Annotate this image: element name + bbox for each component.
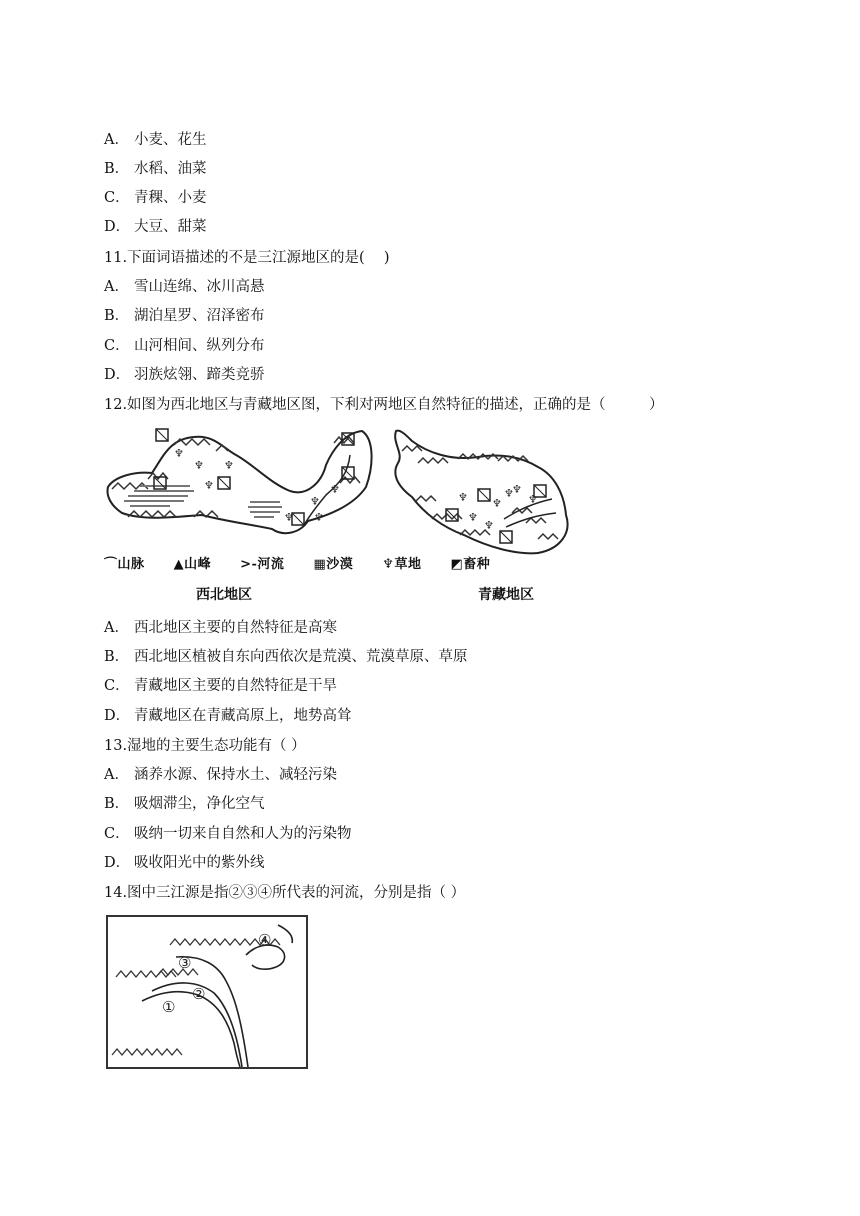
q10-option-a[interactable] xyxy=(104,130,207,150)
svg-text:♆: ♆ xyxy=(314,511,324,524)
q11-option-c[interactable] xyxy=(104,336,265,356)
svg-text:♆: ♆ xyxy=(468,511,478,524)
option-letter: B． xyxy=(104,161,130,177)
option-letter: B． xyxy=(104,796,130,812)
option-letter: A． xyxy=(104,767,129,783)
svg-text:♆: ♆ xyxy=(484,519,494,532)
q14-stem: 14.图中三江源是指②③④所代表的河流，分别是指（ ） xyxy=(104,885,466,901)
legend-mountain-range: ⌒山脉 xyxy=(104,557,145,572)
option-text: 大豆、甜菜 xyxy=(134,219,207,235)
option-text: 山河相间、纵列分布 xyxy=(134,338,265,354)
map-legend xyxy=(104,553,514,572)
svg-text:♆: ♆ xyxy=(492,497,502,510)
option-letter: C． xyxy=(104,678,130,694)
option-text: 吸收阳光中的紫外线 xyxy=(134,855,265,871)
q11-option-a[interactable] xyxy=(104,277,265,297)
option-text: 水稻、油菜 xyxy=(134,161,207,177)
svg-text:♆: ♆ xyxy=(194,459,204,472)
option-text: 湖泊星罗、沼泽密布 xyxy=(134,308,265,324)
caption-qinghai-tibet: 青藏地区 xyxy=(478,587,534,603)
option-letter: C． xyxy=(104,826,130,842)
q13-option-b[interactable] xyxy=(104,794,265,814)
svg-text:♆: ♆ xyxy=(224,459,234,472)
q12-stem: 12.如图为西北地区与青藏地区图，下利对两地区自然特征的描述，正确的是（ ） xyxy=(104,397,664,413)
label-2: ② xyxy=(192,985,206,1003)
label-1: ① xyxy=(162,998,176,1016)
option-letter: D． xyxy=(104,219,131,235)
option-letter: D． xyxy=(104,708,131,724)
northwest-map xyxy=(104,425,384,545)
svg-text:♆: ♆ xyxy=(512,483,522,496)
q13-stem: 13.湿地的主要生态功能有（ ） xyxy=(104,738,306,754)
label-3: ③ xyxy=(178,954,192,972)
q13-option-d[interactable] xyxy=(104,853,265,873)
option-text: 雪山连绵、冰川高悬 xyxy=(134,279,265,295)
q11-stem: 11.下面词语描述的不是三江源地区的是( ) xyxy=(104,250,390,266)
option-letter: B． xyxy=(104,649,130,665)
svg-text:♆: ♆ xyxy=(204,479,214,492)
option-text: 羽族炫翎、蹄类竞骄 xyxy=(134,367,265,383)
q12-option-d[interactable] xyxy=(104,706,352,726)
caption-northwest: 西北地区 xyxy=(196,587,252,603)
q12-option-a[interactable] xyxy=(104,618,337,638)
option-letter: C． xyxy=(104,338,130,354)
option-text: 涵养水源、保持水土、减轻污染 xyxy=(134,767,337,783)
option-letter: D． xyxy=(104,367,131,383)
option-letter: A． xyxy=(104,132,129,148)
option-text: 西北地区植被自东向西依次是荒漠、荒漠草原、草原 xyxy=(134,649,468,665)
svg-text:♆: ♆ xyxy=(458,491,468,504)
option-text: 吸纳一切来自自然和人为的污染物 xyxy=(134,826,352,842)
q10-option-d[interactable] xyxy=(104,217,207,237)
q10-option-c[interactable] xyxy=(104,188,207,208)
legend-river: >-河流 xyxy=(240,557,285,572)
option-text: 西北地区主要的自然特征是高寒 xyxy=(134,620,337,636)
svg-text:♆: ♆ xyxy=(330,483,340,496)
option-letter: A． xyxy=(104,279,129,295)
legend-grassland: ♆草地 xyxy=(382,557,422,572)
option-text: 青稞、小麦 xyxy=(134,190,207,206)
option-letter: B． xyxy=(104,308,130,324)
option-text: 吸烟滞尘，净化空气 xyxy=(134,796,265,812)
legend-livestock: ◩畜种 xyxy=(450,557,491,572)
q10-option-b[interactable] xyxy=(104,159,207,179)
q12-option-c[interactable] xyxy=(104,676,337,696)
q11-option-b[interactable] xyxy=(104,306,265,326)
q12-option-b[interactable] xyxy=(104,647,468,667)
option-letter: A． xyxy=(104,620,129,636)
svg-text:♆: ♆ xyxy=(310,495,320,508)
q13-option-c[interactable] xyxy=(104,824,352,844)
option-text: 青藏地区在青藏高原上，地势高耸 xyxy=(134,708,352,724)
svg-text:♆: ♆ xyxy=(528,493,538,506)
q11-option-d[interactable] xyxy=(104,365,265,385)
three-rivers-map xyxy=(106,915,308,1069)
option-letter: D． xyxy=(104,855,131,871)
q13-option-a[interactable] xyxy=(104,765,337,785)
legend-peak: ▲山峰 xyxy=(173,557,212,572)
option-letter: C． xyxy=(104,190,130,206)
option-text: 小麦、花生 xyxy=(134,132,207,148)
legend-desert: ▦沙漠 xyxy=(313,557,354,572)
label-4: ④ xyxy=(258,931,272,949)
svg-text:♆: ♆ xyxy=(504,487,514,500)
qinghai-tibet-map xyxy=(388,423,578,563)
option-text: 青藏地区主要的自然特征是干旱 xyxy=(134,678,337,694)
svg-text:♆: ♆ xyxy=(284,511,294,524)
svg-text:♆: ♆ xyxy=(174,447,184,460)
